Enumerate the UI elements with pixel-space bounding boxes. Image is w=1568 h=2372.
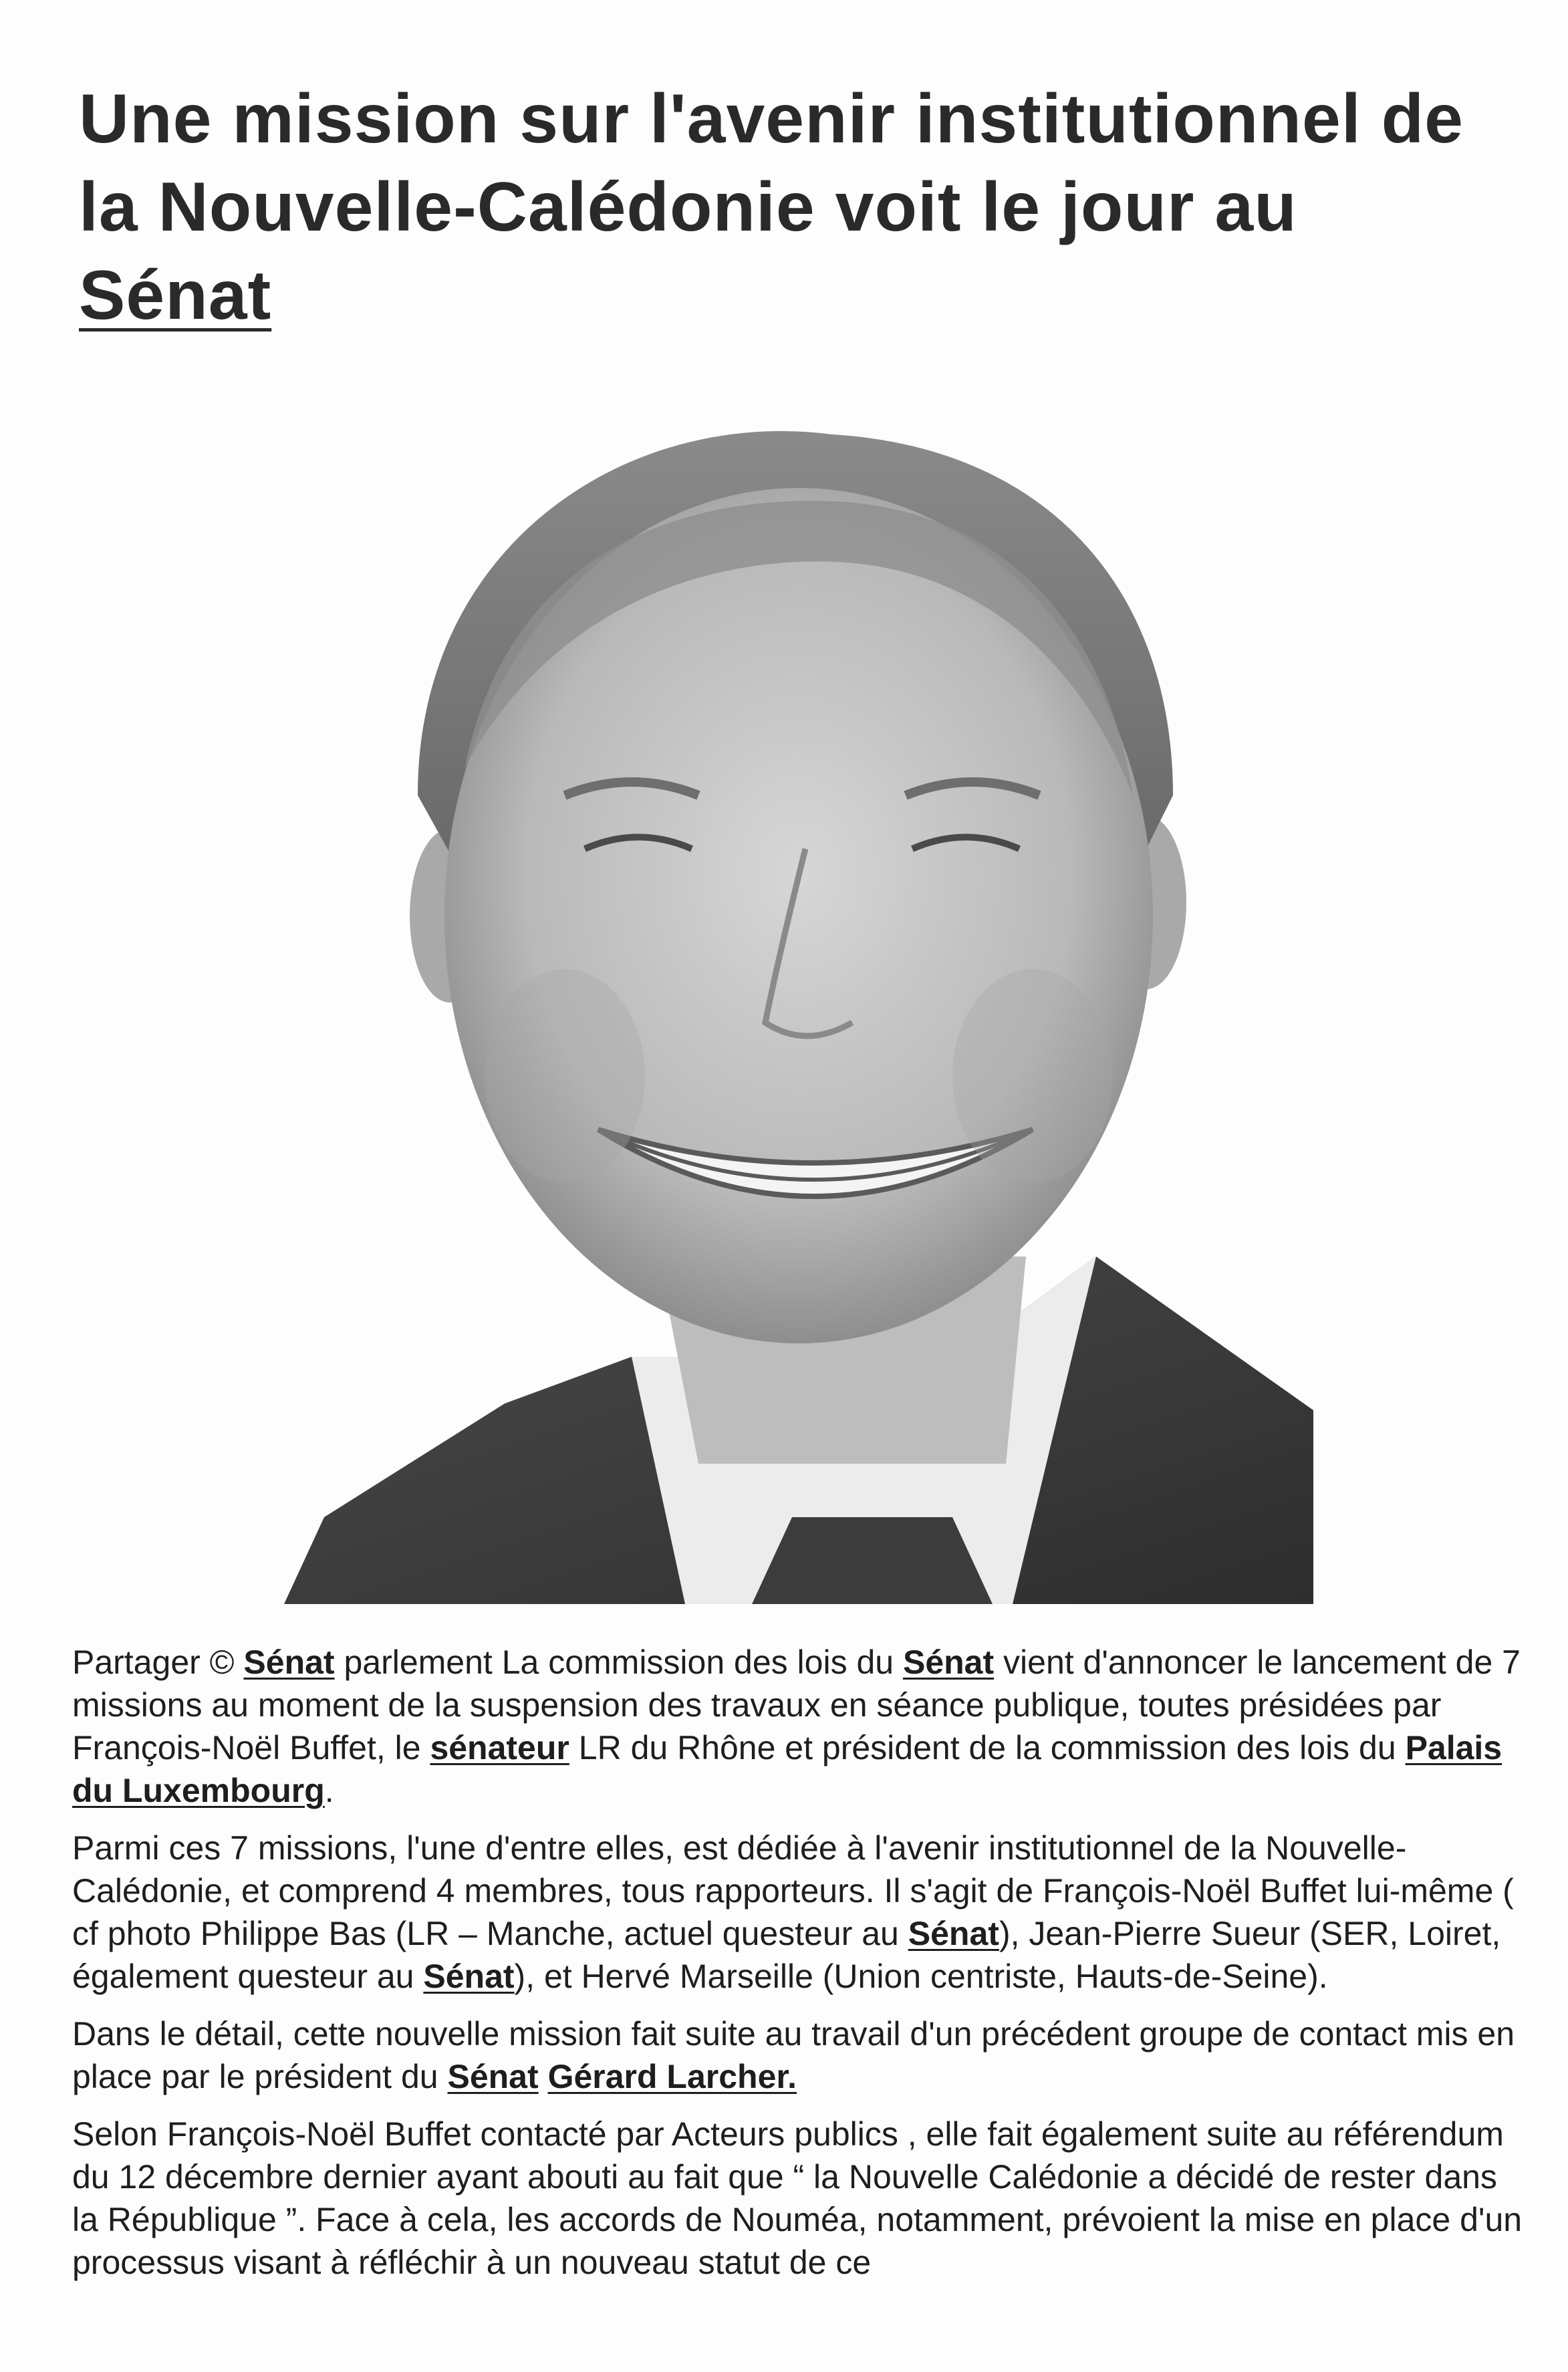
senat-link[interactable]: Sénat xyxy=(447,2058,539,2095)
headline-senat-link[interactable]: Sénat xyxy=(79,257,272,334)
headline-line-2: la Nouvelle-Calédonie voit le jour au xyxy=(79,168,1297,246)
p2-text-1: Parmi ces 7 missions, l'une d'entre elles, est dédiée à l'avenir institutionnel de la Nouvelle-Calédonie, et comprend 4 membres, tous rapporteurs. Il s'agit de François-Noël Buffet lui-même ( cf photo Philippe Bas (LR – Manche, actuel questeur au xyxy=(72,1829,1514,1952)
p2-text-2: ), Jean-Pierre Sueur (SER, Loiret, également questeur au xyxy=(72,1915,1501,1995)
p4-text-1: Selon François-Noël Buffet contacté par Acteurs publics , elle fait également suite au référendum du 12 décembre dernier ayant abouti au fait que “ la Nouvelle Calédonie a décidé de rester dans la République ”. Face à cela, les accords de Nouméa, notamment, prévoient la mise en place d'un processus visant à réfléchir à un nouveau statut de ce xyxy=(72,2115,1523,2281)
senat-link[interactable]: Sénat xyxy=(902,1643,995,1681)
paragraph-3 xyxy=(72,2012,1529,2098)
p2-text-3: ), et Hervé Marseille (Union centriste, Hauts-de-Seine). xyxy=(514,1958,1328,1995)
p1-text-5: . xyxy=(324,1772,334,1809)
p3-text-1: Dans le détail, cette nouvelle mission fait suite au travail d'un précédent groupe de contact mis en place par le président du xyxy=(72,2015,1515,2095)
portrait-photo xyxy=(284,421,1313,1604)
p1-text-4: LR du Rhône et président de la commission des lois du xyxy=(569,1729,1406,1766)
senat-link[interactable]: Sénat xyxy=(243,1643,335,1681)
portrait-illustration xyxy=(284,421,1313,1604)
p1-text-3: vient d'annoncer le lancement de 7 missions au moment de la suspension des travaux en séance publique, toutes présidées par François-Noël Buffet, le xyxy=(72,1643,1521,1766)
headline-line-1: Une mission sur l'avenir institutionnel de xyxy=(79,80,1464,158)
article-headline xyxy=(79,75,1536,340)
senat-link[interactable]: Sénat xyxy=(423,1958,515,1995)
p1-text-2: parlement La commission des lois du xyxy=(334,1643,903,1681)
palais-du-luxembourg-link[interactable]: Palais du Luxembourg xyxy=(72,1729,1502,1809)
paragraph-2 xyxy=(72,1827,1529,1998)
p1-text-1: Partager © xyxy=(72,1643,244,1681)
paragraph-1 xyxy=(72,1641,1529,1812)
gerard-larcher-link[interactable]: Gérard Larcher. xyxy=(547,2058,797,2095)
senateur-link[interactable]: sénateur xyxy=(430,1729,569,1766)
paragraph-4 xyxy=(72,2113,1529,2284)
senat-link[interactable]: Sénat xyxy=(908,1915,999,1952)
article-body xyxy=(72,1641,1529,2298)
p3-text-2 xyxy=(539,2058,548,2095)
